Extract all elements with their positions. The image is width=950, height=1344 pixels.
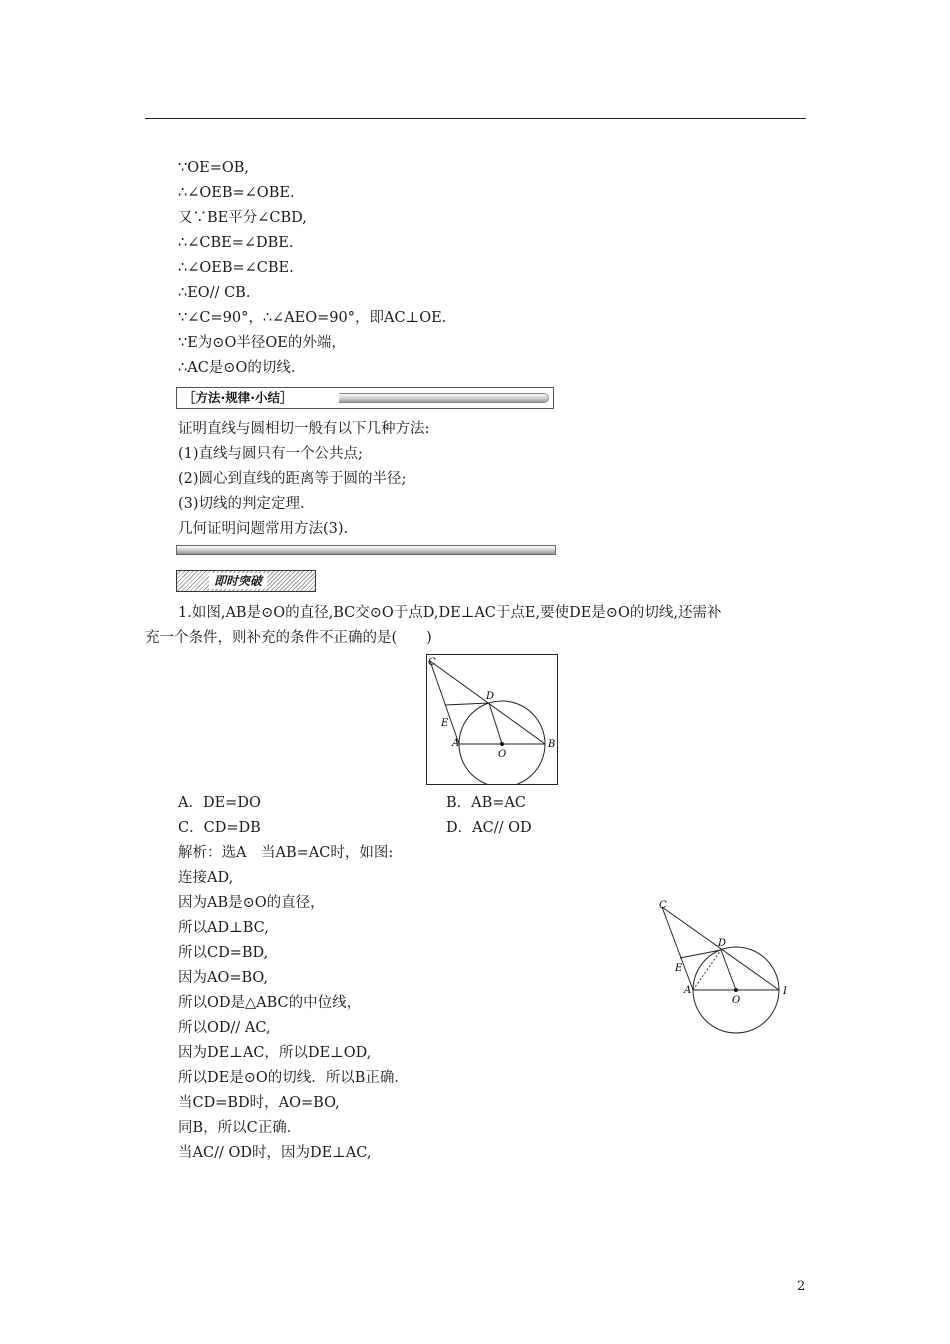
method-line: (3)切线的判定定理. (178, 496, 305, 512)
method-line: (1)直线与圆只有一个公共点; (178, 446, 363, 462)
proof-line: ∵∠C=90°，∴∠AEO=90°，即AC⊥OE. (178, 310, 447, 326)
label-c: C (659, 900, 667, 911)
solution-line: 所以CD=BD, (178, 945, 269, 961)
proof-line: ∴∠CBE=∠DBE. (178, 235, 294, 251)
proof-line: ∵E为⊙O半径OE的外端， (178, 335, 346, 351)
method-summary-title: ［方法·规律·小结］ (181, 390, 341, 406)
header-rule (145, 118, 806, 119)
solution-line: 当CD=BD时，AO=BO, (178, 1095, 340, 1111)
solution-line: 连接AD, (178, 870, 234, 886)
label-d: D (486, 691, 495, 702)
label-a: A (684, 985, 692, 996)
label-o: O (732, 995, 741, 1006)
method-line: 证明直线与圆相切一般有以下几种方法: (178, 421, 430, 437)
banner-decoration (339, 393, 549, 403)
solution-line: 因为AO=BO, (178, 970, 269, 986)
option-c: C．CD=DB (178, 820, 261, 836)
practice-tag-label: 即时突破 (209, 573, 267, 589)
solution-line: 因为DE⊥AC，所以DE⊥OD, (178, 1045, 372, 1061)
figure-svg (655, 896, 795, 1036)
method-line: (2)圆心到直线的距离等于圆的半径; (178, 471, 407, 487)
proof-line: ∴EO// CB. (178, 285, 251, 301)
solution-line: 当AC// OD时，因为DE⊥AC, (178, 1145, 372, 1161)
label-b: I (783, 986, 787, 997)
method-line: 几何证明问题常用方法(3). (178, 521, 349, 537)
proof-line: 又∵BE平分∠CBD, (178, 210, 307, 226)
option-d: D．AC// OD (446, 820, 532, 836)
label-o: O (498, 749, 507, 760)
figure-circle-tangent (426, 654, 558, 785)
label-c: C (428, 657, 436, 668)
solution-line: 所以AD⊥BC, (178, 920, 269, 936)
label-b: B (548, 739, 556, 750)
solution-line: 所以OD// AC, (178, 1020, 271, 1036)
proof-line: ∵OE=OB, (178, 160, 249, 176)
solution-line: 所以OD是△ABC的中位线， (178, 995, 362, 1011)
label-a: A (452, 738, 460, 749)
figure-solution (655, 896, 795, 1036)
method-summary-end-bar (176, 545, 556, 555)
proof-line: ∴AC是⊙O的切线. (178, 360, 296, 376)
method-summary-banner (176, 387, 554, 409)
label-e: E (675, 963, 683, 974)
label-e: E (441, 718, 449, 729)
page-number: 2 (797, 1279, 806, 1294)
option-a: A．DE=DO (178, 795, 261, 811)
solution-line: 解析：选A 当AB=AC时，如图: (178, 845, 394, 861)
proof-line: ∴∠OEB=∠OBE. (178, 185, 295, 201)
option-b: B．AB=AC (446, 795, 526, 811)
solution-line: 因为AB是⊙O的直径， (178, 895, 325, 911)
practice-tag (176, 570, 316, 592)
figure-svg (427, 655, 557, 784)
question-text-cont: 充一个条件，则补充的条件不正确的是( ) (145, 630, 432, 646)
label-d: D (718, 938, 727, 949)
solution-line: 所以DE是⊙O的切线．所以B正确． (178, 1070, 409, 1086)
solution-line: 同B，所以C正确． (178, 1120, 302, 1136)
proof-line: ∴∠OEB=∠CBE. (178, 260, 294, 276)
question-text: 1.如图,AB是⊙O的直径,BC交⊙O于点D,DE⊥AC于点E,要使DE是⊙O的切线,还需补 (178, 605, 722, 621)
